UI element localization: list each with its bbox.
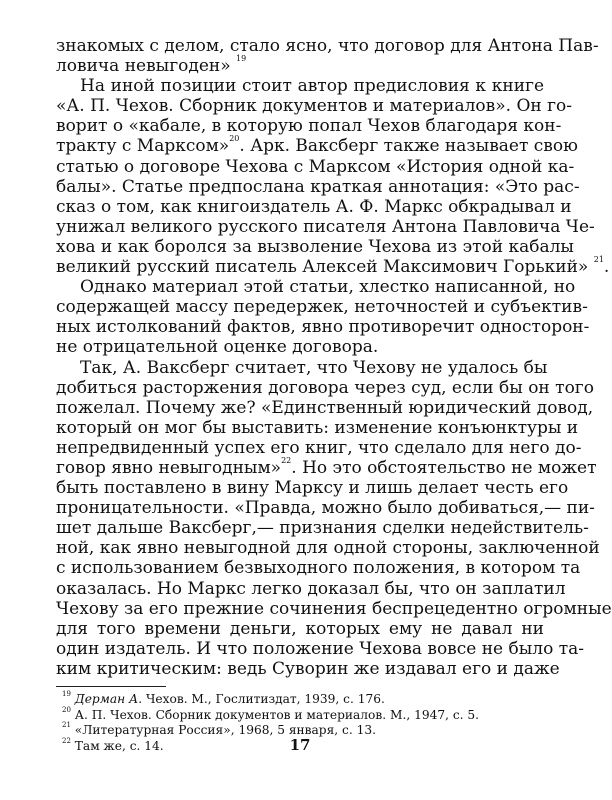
text-line: быть поставлено в вину Марксу и лишь делает честь его — [56, 478, 569, 499]
text-line: ворит о «кабале, в которую попал Чехов благодаря кон- — [56, 116, 562, 137]
footnote-number: 20 — [62, 705, 71, 714]
text-line: «А. П. Чехов. Сборник документов и материалов». Он го- — [56, 96, 573, 117]
footnote-ref: 19 — [236, 54, 247, 64]
text-line: знакомых с делом, стало ясно, что договор для Антона Пав- — [56, 36, 599, 56]
text-line: с использованием безвыходного положения, в котором та — [56, 558, 581, 579]
footnote-divider — [56, 686, 166, 687]
text-fragment: говор явно невыгодным» — [56, 457, 282, 478]
footnote-number: 19 — [62, 690, 71, 698]
paragraph-1 — [56, 76, 610, 278]
text-line: ных истолкований фактов, явно противоречит односторон- — [56, 317, 590, 338]
text-line: содержащей массу передержек, неточностей и субъектив- — [56, 297, 588, 318]
footnote-text: Там же, с. 14. — [74, 738, 164, 753]
text-line: один издатель. И что положение Чехова вовсе не было та- — [56, 638, 585, 659]
text-line: добиться расторжения договора через суд, если бы он того — [56, 377, 594, 398]
footnote — [56, 705, 544, 724]
text-fragment: . Но это обстоятельство не может — [291, 457, 597, 478]
text-line — [56, 455, 597, 478]
footnote-ref: 22 — [281, 455, 292, 465]
paragraph-2 — [56, 277, 590, 358]
text-line: проницательности. «Правда, можно было добиваться,— пи- — [56, 498, 595, 519]
text-line: пожелал. Почему же? «Единственный юридический довод, — [56, 397, 594, 418]
page-number: 17 — [289, 736, 311, 754]
text-fragment: тракту с Марксом» — [56, 136, 230, 157]
text-line: сказ о том, как книгоиздатель А. Ф. Маркс обкрадывал и — [56, 196, 572, 217]
text-line: Так, А. Ваксберг считает, что Чехову не удалось бы — [80, 357, 548, 378]
text-line: балы». Статье предпослана краткая аннотация: «Это рас- — [56, 176, 580, 197]
text-line: ной, как явно невыгодной для одной стороны, заключенной — [56, 538, 600, 559]
page — [56, 36, 612, 754]
text-fragment: великий русский писатель Алексей Максимович Горький» — [56, 257, 589, 278]
text-line — [56, 134, 578, 157]
text-line: шет дальше Ваксберг,— признания сделки недействитель- — [56, 518, 589, 539]
footnote — [56, 692, 544, 708]
footnote-number: 21 — [62, 721, 71, 729]
footnote-text: Чехов. М., Гослитиздат, 1939, с. 176. — [142, 692, 385, 706]
text-line: Чехову за его прежние сочинения беспрецедентно огромные — [56, 598, 612, 619]
text-line: Однако материал этой статьи, хлестко написанной, но — [80, 277, 576, 298]
footnote-author: Дерман А. — [74, 692, 143, 706]
footnote-ref: 20 — [229, 134, 240, 144]
text-line: непредвиденный успех его книг, что сделало для него до- — [56, 437, 582, 458]
text-line: великий русский писатель Алексей Максимович Горький» $^{21}$. — [56, 255, 610, 278]
paragraph-0 — [56, 36, 599, 77]
paragraph-3 — [56, 357, 612, 680]
text-line: ким критическим: ведь Суворин же издавал его и даже — [56, 658, 560, 679]
footnote-text: А. П. Чехов. Сборник документов и материалов. М., 1947, с. 5. — [74, 707, 480, 722]
text-line — [56, 56, 544, 76]
text-line: унижал великого русского писателя Антона Павловича Че- — [56, 216, 595, 237]
text-line: оказалась. Но Маркс легко доказал бы, что он заплатил — [56, 578, 566, 599]
text-fragment: . Арк. Ваксберг также называет свою — [239, 136, 578, 157]
footnote-text: «Литературная Россия», 1968, 5 января, с. 13. — [74, 723, 376, 737]
text-line: статью о договоре Чехова с Марксом «История одной ка- — [56, 156, 575, 177]
text-line: хова и как боролся за вызволение Чехова из этой кабалы — [56, 236, 574, 257]
text-line: для того времени деньги, которых ему не давал ни — [56, 618, 544, 639]
footnote-number: 22 — [62, 736, 71, 745]
text-line: На иной позиции стоит автор предисловия к книге — [80, 76, 544, 97]
text-line: который он мог бы выставить: изменение конъюнктуры и — [56, 417, 579, 438]
text-line: не отрицательной оценке договора. — [56, 337, 379, 358]
text-fragment: ловича невыгоден» — [56, 56, 231, 77]
footnote-ref: 21 — [593, 255, 604, 265]
